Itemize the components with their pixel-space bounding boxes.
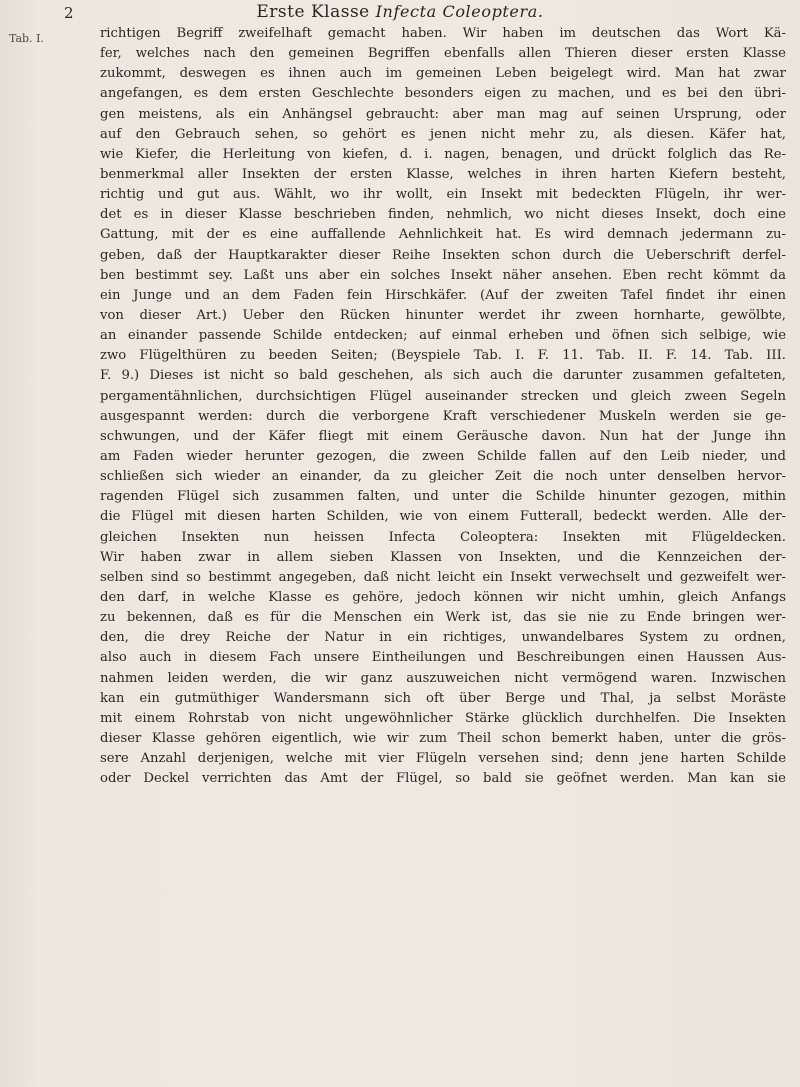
text-line: fer, welches nach den gemeinen Begriffen ebenfalls allen Thieren dieser ersten Klasse (100, 46, 786, 62)
text-line: selben sind so bestimmt angegeben, daß nicht leicht ein Insekt verwechselt und gezweifelt wer- (100, 569, 786, 585)
page-header (0, 2, 800, 26)
text-line: pergamentähnlichen, durchsichtigen Flügel auseinander strecken und gleich zween Segeln (100, 388, 786, 404)
text-line: ausgespannt werden: durch die verborgene Kraft verschiedener Muskeln werden sie ge- (100, 408, 786, 424)
text-line: richtigen Begriff zweifelhaft gemacht haben. Wir haben im deutschen das Wort Kä- (100, 26, 786, 41)
text-line: Gattung, mit der es eine auffallende Aehnlichkeit hat. Es wird demnach jedermann zu- (100, 227, 786, 243)
running-title-latin: Infecta Coleoptera. (375, 2, 544, 21)
text-line: also auch in diesem Fach unsere Eintheilungen und Beschreibungen einen Haussen Aus- (100, 650, 786, 666)
text-line: angefangen, es dem ersten Geschlechte besonders eigen zu machen, und es bei den übri- (100, 86, 786, 102)
margin-plate-reference: Tab. I. (9, 32, 44, 45)
text-line: ben bestimmt sey. Laßt uns aber ein solches Insekt näher ansehen. Eben recht kömmt da (100, 267, 786, 283)
text-line: die Flügel mit diesen harten Schilden, wie von einem Futterall, bedeckt werden. Alle der- (100, 509, 786, 525)
text-line: gen meistens, als ein Anhängsel gebraucht: aber man mag auf seinen Ursprung, oder (100, 106, 786, 122)
body-text (100, 24, 786, 789)
page-number: 2 (64, 4, 74, 22)
text-line: schließen sich wieder an einander, da zu gleicher Zeit die noch unter denselben hervor- (100, 469, 786, 485)
text-line: schwungen, und der Käfer fliegt mit einem Geräusche davon. Nun hat der Junge ihn (100, 428, 786, 444)
text-line: wie Kiefer, die Herleitung von kiefen, d. i. nagen, benagen, und drückt folglich das Re- (100, 146, 786, 162)
running-title (0, 2, 800, 22)
text-line: ein Junge und an dem Faden fein Hirschkäfer. (Auf der zweiten Tafel findet ihr einen (100, 287, 786, 303)
text-line: Wir haben zwar in allem sieben Klassen von Insekten, und die Kennzeichen der- (100, 549, 786, 565)
text-line: richtig und gut aus. Wählt, wo ihr wollt, ein Insekt mit bedeckten Flügeln, ihr wer- (100, 187, 786, 203)
text-line: ragenden Flügel sich zusammen falten, und unter die Schilde hinunter gezogen, mithin (100, 489, 786, 505)
text-line: F. 9.) Dieses ist nicht so bald geschehen, als sich auch die darunter zusammen gefalteten, (100, 368, 786, 384)
text-line: zu bekennen, daß es für die Menschen ein Werk ist, das sie nie zu Ende bringen wer- (100, 610, 786, 626)
text-line: den, die drey Reiche der Natur in ein richtiges, unwandelbares System zu ordnen, (100, 630, 786, 646)
text-line: det es in dieser Klasse beschrieben finden, nehmlich, wo nicht dieses Insekt, doch eine (100, 207, 786, 223)
text-line: gleichen Insekten nun heissen Infecta Coleoptera: Insekten mit Flügeldecken. (100, 529, 786, 545)
text-line: zukommt, deswegen es ihnen auch im gemeinen Leben beigelegt wird. Man hat zwar (100, 66, 786, 82)
text-line: zwo Flügelthüren zu beeden Seiten; (Beyspiele Tab. I. F. 11. Tab. II. F. 14. Tab. III. (100, 348, 786, 364)
text-line: sere Anzahl derjenigen, welche mit vier Flügeln versehen sind; denn jene harten Schilde (100, 751, 786, 767)
text-line: von dieser Art.) Ueber den Rücken hinunter werdet ihr zween hornharte, gewölbte, (100, 307, 786, 323)
text-line: kan ein gutmüthiger Wandersmann sich oft über Berge und Thal, ja selbst Moräste (100, 690, 786, 706)
running-title-german: Erste Klasse (256, 2, 370, 22)
text-line: nahmen leiden werden, die wir ganz auszuweichen nicht vermögend waren. Inzwischen (100, 670, 786, 686)
text-line: dieser Klasse gehören eigentlich, wie wir zum Theil schon bemerkt haben, unter die grös- (100, 730, 786, 746)
text-line: am Faden wieder herunter gezogen, die zween Schilde fallen auf den Leib nieder, und (100, 448, 786, 464)
text-line: an einander passende Schilde entdecken; auf einmal erheben und öfnen sich selbige, wie (100, 328, 786, 344)
text-line: benmerkmal aller Insekten der ersten Klasse, welches in ihren harten Kiefern besteht, (100, 166, 786, 182)
text-line: auf den Gebrauch sehen, so gehört es jenen nicht mehr zu, als diesen. Käfer hat, (100, 126, 786, 142)
text-line: geben, daß der Hauptkarakter dieser Reihe Insekten schon durch die Ueberschrift derfel- (100, 247, 786, 263)
text-line: oder Deckel verrichten das Amt der Flügel, so bald sie geöfnet werden. Man kan sie (100, 771, 786, 787)
text-line: mit einem Rohrstab von nicht ungewöhnlicher Stärke glücklich durchhelfen. Die Insekten (100, 710, 786, 726)
text-line: den darf, in welche Klasse es gehöre, jedoch können wir nicht umhin, gleich Anfangs (100, 589, 786, 605)
